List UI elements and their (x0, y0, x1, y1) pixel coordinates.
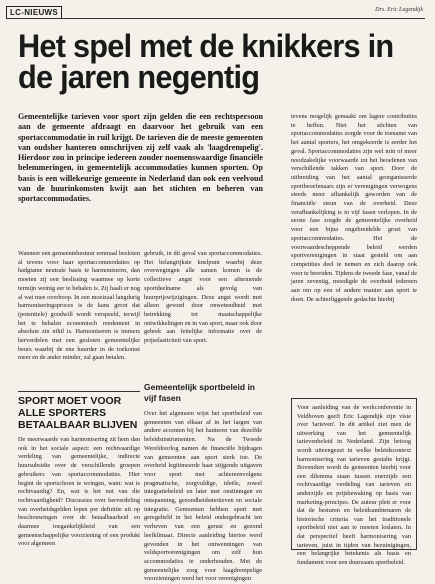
column-b (144, 250, 262, 346)
column-a-text: Wanneer een gemeentebestuur eenmaal besloten al tevens voor haar sportaccommodaties op hadgiame neutrale basis te harmoniseren, dan moeten zij een beslissing waarmee op korte termijn weinig eer te behalen is. Zij haalt er nog al wat mee overhoop. In een moeizaal langdurig harmoniseringsproces is de kans groot dat (potentiele) goodwill wordt verspeeld, terwijl het te behalen economisch rendement in absolute zin nihil is. Harmoniseren is immers herverdelen met een gesloten gemeentelijke beurs waarbij de ene huurder in de toekomst meer en de ander minder, zal gaan betalen. (18, 250, 140, 362)
column-a (18, 250, 140, 363)
subhead-rule (18, 391, 140, 392)
column-a2-text: De meerwaarde van harmonisering zit hem dan ook in het sociale aspect: een rechtvaardige verdeling van gemeentelijke, indirecte huursubsidie over de verschillende groepen gebruikers van sportaccommodaties. Hier begint de sportschoen te wringen, want: wat is rechtvaardig? En, wat is het nut van die rechtvaardigheid? Discussies over herverdeling van overheidsgelden lopen per definitie uit op beschouwingen over de betaalbaarheid en daarmee toegankelijkheid van een gemeenschappelijke voorziening of een produkt voor algemeen (18, 436, 140, 548)
section-rubric: LC-NIEUWS (6, 6, 62, 19)
subheading-beleid: Gemeentelijk sportbeleid in vijf fasen (144, 382, 256, 403)
intro-box (291, 398, 417, 566)
column-b2-text: Over het algemeen wijst het sportbeleid van gemeenten van elkaar af in het largen van andere accenten bij het hanteren van dezelfde beleidsinstrumenten. Na de Tweede Wereldoorlog namen de financiële bijdragen van gemeenten aan sport sterk toe. De overheid legitimeerde haar stijgende uitgaven voor sport met achtereenvolgens pragmatische, zorgvuldige, ideële, zowel integratiebeleid en later met onstinmgen en ontspanning, gezondheidsmotieven en sociale integratie. Gemeenten hebben sport met geregelteld in het beleid ondergebracht ten verheven van een gerust en gezond leefklimaat. Directe aanleiding hiertoe werd gevonden in het ontwenningen van veldsportverenigingen om zelf hun accommodaties te onderhouden. Met de gemeentelijke zorg voor laagdrempelige voorzieningen werd het voor verenigingen (144, 410, 262, 583)
column-a-continued (18, 436, 140, 549)
subheading: SPORT MOET VOOR ALLE SPORTERS BETAALBAAR BLIJVEN (18, 395, 138, 431)
article-lead: Gemeentelijke tarieven voor sport zijn gelden die een rechtspersoon aan de gemeente afdraagt en daarvoor het gebruik van een sportaccommodatie in ruil krijgt. De tarieven die de meeste gemeenten van oudsher hanteren omschrijven zij zelf vaak als 'laagdrempelig'. Hierdoor zou in principe iedereen zonder noemenswaardige financiële belemmeringen, in gemeentelijk accommodaties kunnen sporten. Op basis is een willekeurige gemeente in Nederland dan ook een veelvoud van de huurinkomsten kwijt aan het stichten en beheren van sportaccommodaties. (18, 112, 263, 204)
column-b-continued (144, 410, 262, 584)
column-b-text: gebruik, in dit geval van sportaccommodaties. Het belangrijkste knelpunt waarbij deze overwegingen alle samen komen is de collectieve angst voor een afnemende sportdeelname als gevolg van huurprijswijzigingen. Deze angst wordt met alleen gevoed door onwetendheid met betrekking tot maatschappelijke ontwikkelingen en in van sport, maar ook door gebrek aan feitelijke informatie over de prijselasticiteit van sport. (144, 250, 262, 345)
article-title: Het spel met de knikkers in de jaren negentig (18, 28, 394, 95)
author-byline: Drs. Eric Lagendijk (375, 7, 423, 13)
intro-box-text: Voor aanleiding van de werkconferentie in Veldhoven geeft Eric Lagendijk zijn visie over 'tarieven'. In dit artikel ziet men de uitwerking van het gemeentelijk tarievenbeleid in Nederland. Zijn betoog wordt uiteengezet in welke beleidscontext harmonisering van tarieven gestalte krijgt. Bovendien wordt de gemeenten hierbij voor een dilemma staan tussen enerzijds een rechtvaardige verdeling van tarieven en anderzijds en prijsbewaking op basis van marketing-principes. De auteur pleit er voor dat de besturen en beleidsambtenaren de historische criteria van het traditionele sportbeleid niet aan te moeten loslaten. In dat perspectief heeft harmonisering van tarieven, juist in tijden van bezuinigingen, een belangrijke betekenis als basis en fundament voor een duurzaam sportbeleid. (297, 404, 411, 566)
column-c-text: tevens mogelijk gemaakt om lagere contributies te heffen. Niet het stichten van sportaccommodaties zorgde voor de toename van het aantal sporters, het omgekeerde is eerder het geval. Sportaccommodaties zijn wel min of meer noodzakelijke voorwaarde tot het beoefenen van verschillende takken van sport. Door de uitbreiding van het aantal georganiseerde sportbeoefenaars zijn er verenigingen verwogens steeds meer afhankelijk geworden van de financiële steun van de overheid. Deze verafhankelijking is in vijf fasen verlopen. In de eerste fase zorgde de gemeentelijke overheid voor een bijna ongebreidelde groei van sportaccommodaties. Het de voorwaardescheppende beleid werden sportverenigingen in staat gesteld om aan competities deel te nemen en zich daarop ook voor te bereiden. Tijdens de tweede fase, vanaf de jaren zeventig, moedigde de overheid iedereen aan om op een of andere manier aan sport te doen. De achterliggende gedachte hierbij (291, 113, 417, 303)
header-rule (6, 18, 425, 19)
column-c (291, 113, 417, 304)
